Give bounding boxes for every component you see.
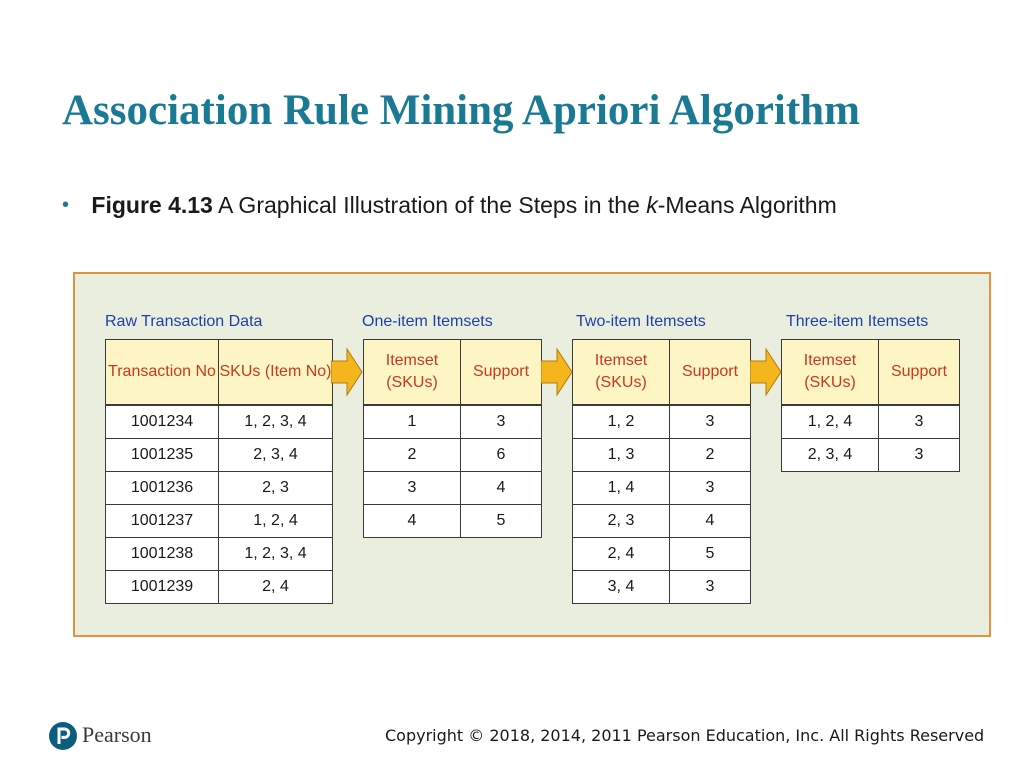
table-cell: 2, 3, 4 bbox=[782, 439, 879, 472]
pearson-brand: Pearson bbox=[82, 722, 152, 747]
caption-post: -Means Algorithm bbox=[657, 192, 837, 218]
header-itemset: Itemset (SKUs) bbox=[782, 340, 879, 405]
header-support: Support bbox=[670, 340, 751, 405]
pearson-logo-icon bbox=[48, 720, 78, 752]
slide-title: Association Rule Mining Apriori Algorithm bbox=[62, 87, 860, 134]
copyright-text: Copyright © 2018, 2014, 2011 Pearson Education, Inc. All Rights Reserved bbox=[385, 726, 985, 745]
table-cell: 5 bbox=[670, 538, 751, 571]
table-cell: 1, 2, 3, 4 bbox=[219, 406, 333, 439]
table-cell: 2 bbox=[364, 439, 461, 472]
table-cell: 1, 4 bbox=[573, 472, 670, 505]
three-item-title: Three-item Itemsets bbox=[786, 313, 929, 330]
table-cell: 5 bbox=[461, 505, 542, 538]
raw-transaction-title: Raw Transaction Data bbox=[105, 313, 263, 330]
bullet-icon: • bbox=[62, 194, 70, 216]
table-cell: 3 bbox=[879, 406, 960, 439]
table-cell: 1001235 bbox=[106, 439, 219, 472]
table-cell: 3 bbox=[461, 406, 542, 439]
table-cell: 2, 3 bbox=[573, 505, 670, 538]
table-cell: 3 bbox=[364, 472, 461, 505]
one-item-title: One-item Itemsets bbox=[362, 313, 493, 330]
table-cell: 1001236 bbox=[106, 472, 219, 505]
table-cell: 1, 2, 4 bbox=[782, 406, 879, 439]
header-transaction-no: Transaction No bbox=[106, 340, 219, 405]
table-cell: 1, 2, 4 bbox=[219, 505, 333, 538]
table-cell: 4 bbox=[364, 505, 461, 538]
table-cell: 1001238 bbox=[106, 538, 219, 571]
caption-pre: A Graphical Illustration of the Steps in the bbox=[217, 192, 647, 218]
arrow-right-icon bbox=[750, 347, 782, 397]
one-item-table bbox=[363, 339, 542, 538]
header-itemset: Itemset (SKUs) bbox=[364, 340, 461, 405]
table-cell: 1001234 bbox=[106, 406, 219, 439]
table-cell: 3 bbox=[670, 571, 751, 604]
table-cell: 3 bbox=[670, 472, 751, 505]
table-cell: 2, 4 bbox=[573, 538, 670, 571]
arrow-right-icon bbox=[331, 347, 363, 397]
table-cell: 4 bbox=[461, 472, 542, 505]
figure-label: Figure 4.13 bbox=[91, 192, 213, 218]
table-cell: 1001239 bbox=[106, 571, 219, 604]
table-cell: 2, 4 bbox=[219, 571, 333, 604]
three-item-table bbox=[781, 339, 960, 472]
header-support: Support bbox=[461, 340, 542, 405]
caption-italic: k bbox=[646, 192, 658, 218]
header-itemset: Itemset (SKUs) bbox=[573, 340, 670, 405]
table-cell: 3 bbox=[670, 406, 751, 439]
two-item-title: Two-item Itemsets bbox=[576, 313, 706, 330]
header-support: Support bbox=[879, 340, 960, 405]
table-cell: 1, 2 bbox=[573, 406, 670, 439]
table-cell: 1, 3 bbox=[573, 439, 670, 472]
table-cell: 1001237 bbox=[106, 505, 219, 538]
table-cell: 1, 2, 3, 4 bbox=[219, 538, 333, 571]
table-cell: 2, 3 bbox=[219, 472, 333, 505]
table-cell: 4 bbox=[670, 505, 751, 538]
table-cell: 3, 4 bbox=[573, 571, 670, 604]
raw-transaction-table bbox=[105, 339, 333, 604]
table-cell: 2 bbox=[670, 439, 751, 472]
table-cell: 2, 3, 4 bbox=[219, 439, 333, 472]
table-cell: 1 bbox=[364, 406, 461, 439]
table-cell: 6 bbox=[461, 439, 542, 472]
header-skus: SKUs (Item No) bbox=[219, 340, 333, 405]
two-item-table bbox=[572, 339, 751, 604]
arrow-right-icon bbox=[541, 347, 573, 397]
figure-caption bbox=[62, 192, 837, 219]
table-cell: 3 bbox=[879, 439, 960, 472]
